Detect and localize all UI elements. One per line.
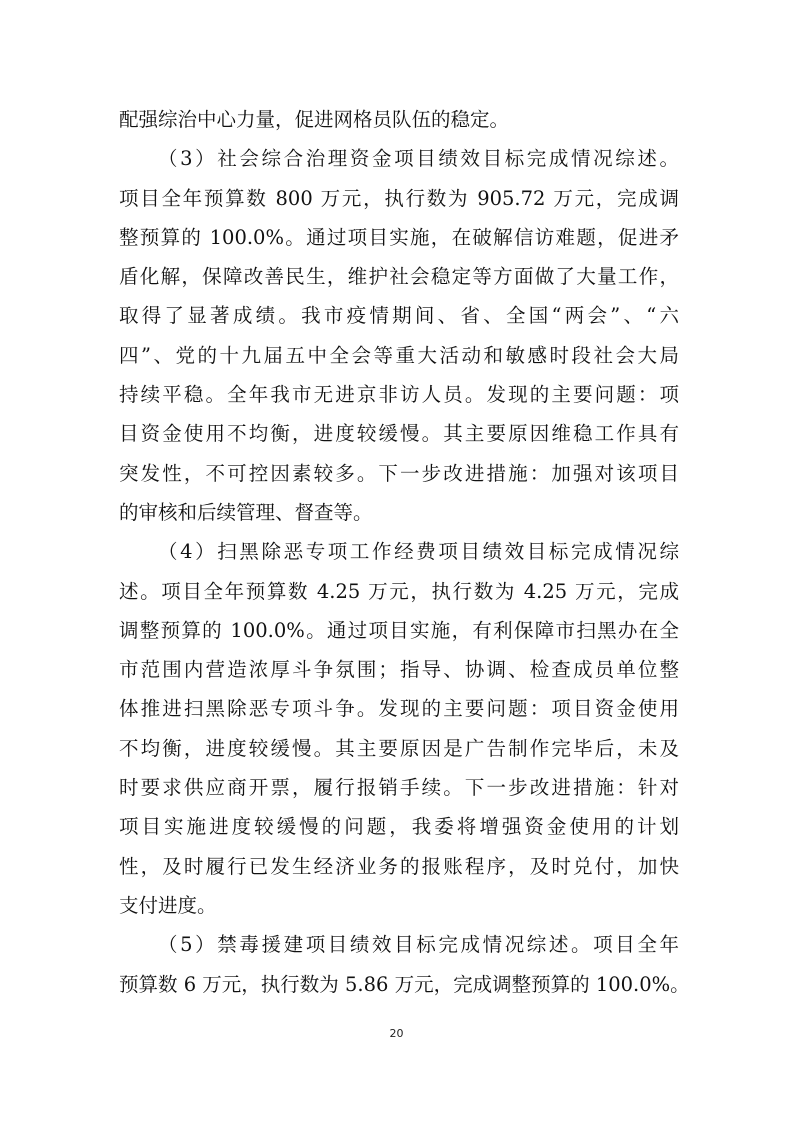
text-line: 项目全年预算数 800 万元，执行数为 905.72 万元，完成调: [119, 186, 679, 210]
text-line: 体推进扫黑除恶专项斗争。发现的主要问题：项目资金使用: [119, 697, 679, 721]
text-line: 述。项目全年预算数 4.25 万元，执行数为 4.25 万元，完成: [119, 579, 679, 603]
text-line: 整预算的 100.0%。通过项目实施，在破解信访难题，促进矛: [119, 225, 679, 249]
text-line: 支付进度。: [119, 893, 217, 917]
text-line: 项目实施进度较缓慢的问题，我委将增强资金使用的计划: [119, 815, 679, 839]
text-line: 市范围内营造浓厚斗争氛围；指导、协调、检查成员单位整: [119, 658, 679, 682]
paragraph-heading-4: （4）扫黑除恶专项工作经费项目绩效目标完成情况综: [158, 540, 679, 564]
page-number: 20: [389, 1027, 404, 1040]
text-line: 盾化解，保障改善民生，维护社会稳定等方面做了大量工作，: [119, 265, 679, 289]
text-line: 的审核和后续管理、督查等。: [119, 500, 373, 524]
text-line: 调整预算的 100.0%。通过项目实施，有利保障市扫黑办在全: [119, 618, 679, 642]
body-text: [119, 100, 690, 1004]
text-line: 突发性，不可控因素较多。下一步改进措施：加强对该项目: [119, 461, 679, 485]
text-line: 四”、党的十九届五中全会等重大活动和敏感时段社会大局: [119, 343, 679, 367]
text-line: 持续平稳。全年我市无进京非访人员。发现的主要问题：项: [119, 383, 679, 407]
text-line: 目资金使用不均衡，进度较缓慢。其主要原因维稳工作具有: [119, 422, 679, 446]
paragraph-heading-3: （3）社会综合治理资金项目绩效目标完成情况综述。: [158, 147, 679, 171]
text-line: 不均衡，进度较缓慢。其主要原因是广告制作完毕后，未及: [119, 736, 679, 760]
text-line: 配强综治中心力量，促进网格员队伍的稳定。: [119, 108, 510, 131]
paragraph-heading-5: （5）禁毒援建项目绩效目标完成情况综述。项目全年: [158, 933, 679, 957]
text-line: 时要求供应商开票，履行报销手续。下一步改进措施：针对: [119, 776, 679, 800]
text-line: 性，及时履行已发生经济业务的报账程序，及时兑付，加快: [119, 854, 679, 878]
text-line: 预算数 6 万元，执行数为 5.86 万元，完成调整预算的 100.0%。: [119, 972, 690, 996]
text-line: 取得了显著成绩。我市疫情期间、省、全国“两会”、“六: [119, 304, 679, 328]
